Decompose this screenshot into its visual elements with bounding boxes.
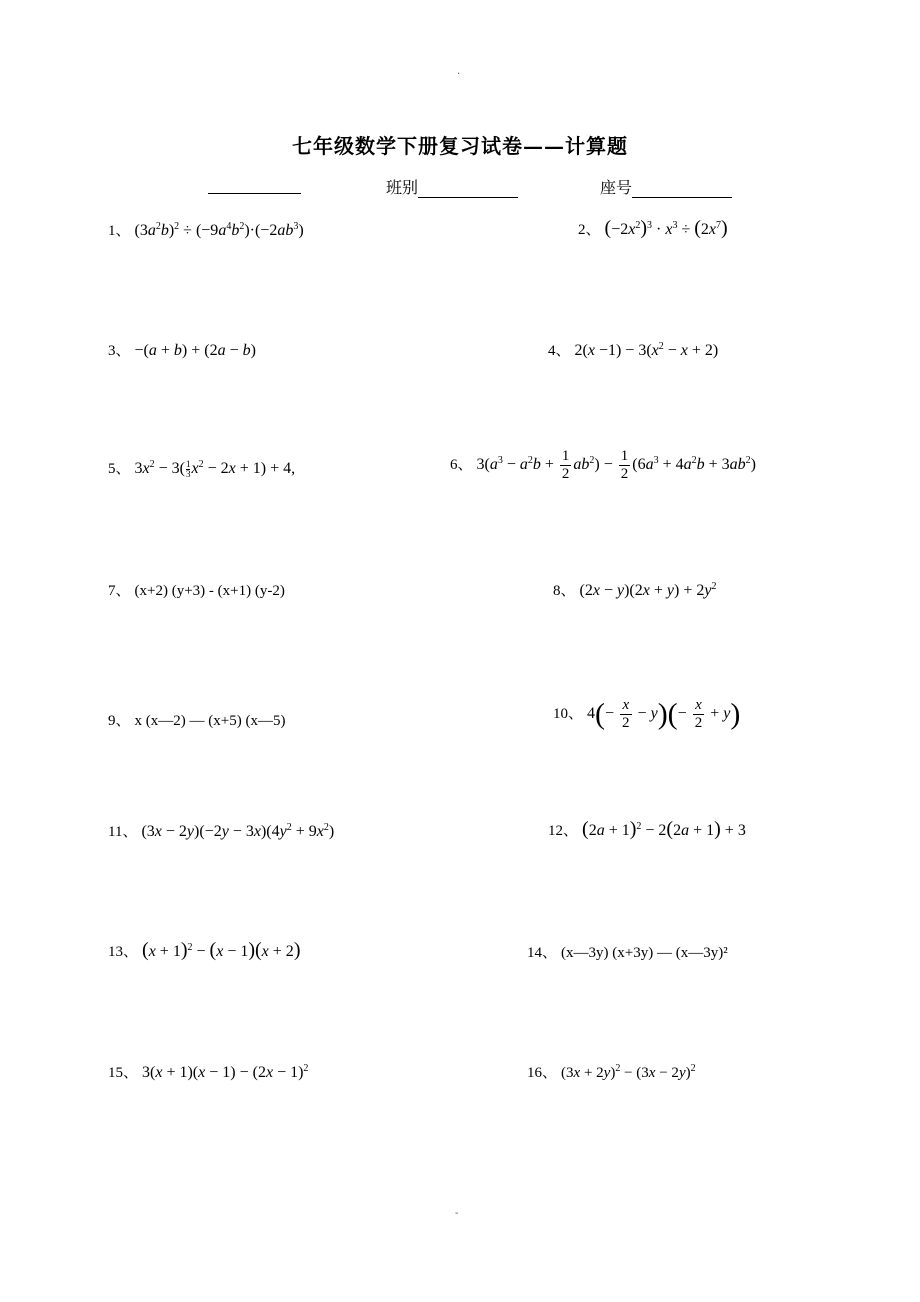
top-dot: .	[457, 66, 461, 77]
problem-expression: (x+2) (y+3) - (x+1) (y-2)	[134, 583, 285, 599]
problem-expression: 4(− $\frac{x}{2}$ − y)(− $\frac{x}{2}$ + y)	[587, 697, 741, 731]
problem-number: 2、	[578, 222, 601, 238]
problem-16	[527, 1061, 696, 1082]
class-field[interactable]	[386, 175, 518, 198]
seat-label: 座号	[600, 178, 633, 197]
seat-field[interactable]	[600, 175, 732, 198]
problem-number: 16、	[527, 1065, 558, 1081]
problem-2	[578, 217, 728, 240]
problem-8	[553, 579, 716, 600]
problem-13	[108, 939, 300, 962]
problem-expression: $(2x - y)(2x + y) + 2y^2$	[579, 581, 717, 599]
problem-expression: x (x—2) — (x+5) (x—5)	[134, 713, 286, 729]
problem-14	[527, 941, 728, 962]
problem-4	[548, 339, 718, 360]
problem-number: 8、	[553, 583, 576, 599]
problem-expression: (x—3y) (x+3y) — (x—3y)²	[561, 945, 728, 961]
problem-expression: −(a + b) + (2a − b)	[134, 342, 256, 359]
problem-number: 7、	[108, 583, 131, 599]
problem-expression: $(x + 1)^2 - (x - 1)(x + 2)$	[142, 939, 301, 961]
problem-number: 11、	[108, 824, 138, 840]
problem-12	[548, 818, 746, 841]
problem-number: 12、	[548, 823, 579, 839]
problem-expression: $(3x - 2y)(-2y - 3x)(4y^2 + 9x^2)$	[141, 822, 335, 840]
class-label: 班别	[386, 178, 419, 197]
problem-expression: $(3x + 2y)^2 - (3x - 2y)^2$	[561, 1063, 696, 1081]
problem-expression: $2(x -1) - 3(x^2 - x + 2)$	[574, 341, 719, 359]
problem-1	[108, 219, 304, 240]
problem-number: 15、	[108, 1065, 139, 1081]
problem-5	[108, 457, 295, 479]
problem-expression: $3(x + 1)(x - 1) - (2x - 1)^2$	[142, 1063, 309, 1081]
problem-expression: $3x^2 - 3$( $\frac{1}{3}$ $x^2 - 2x + 1) + 4$,	[134, 458, 296, 479]
problem-number: 1、	[108, 223, 131, 239]
problem-number: 6、	[450, 457, 473, 474]
problem-7	[108, 579, 285, 600]
bottom-dot: -	[455, 1208, 459, 1219]
problem-expression: $(2a + 1)^2 - 2(2a + 1) + 3$	[582, 818, 746, 840]
problem-number: 14、	[527, 945, 558, 961]
problem-expression: $3(a^3 - a^2b$ + $\frac{1}{2}$ $ab^2$) − $\frac{1}{2}$ $(6a^3 + 4a^2b + 3ab^2)$	[476, 448, 756, 482]
name-field[interactable]	[208, 175, 301, 194]
problem-11	[108, 820, 334, 841]
problem-number: 13、	[108, 944, 139, 960]
problem-3	[108, 339, 256, 360]
problem-number: 5、	[108, 461, 131, 477]
problem-number: 10、	[553, 706, 584, 723]
problem-9	[108, 709, 285, 730]
problem-number: 9、	[108, 713, 131, 729]
problem-15	[108, 1061, 308, 1082]
page-title: 七年级数学下册复习试卷——计算题	[292, 134, 628, 158]
problem-expression: $(3a^2b)^2 \div (-9a^4b^2)\cdot(-2ab^3)$	[134, 221, 304, 239]
problem-6	[450, 448, 756, 483]
problem-number: 4、	[548, 343, 571, 359]
problem-expression: $(-2x^2)^3 \cdot x^3 \div (2x^7)$	[604, 217, 728, 239]
problem-10	[553, 697, 740, 732]
problem-number: 3、	[108, 343, 131, 359]
